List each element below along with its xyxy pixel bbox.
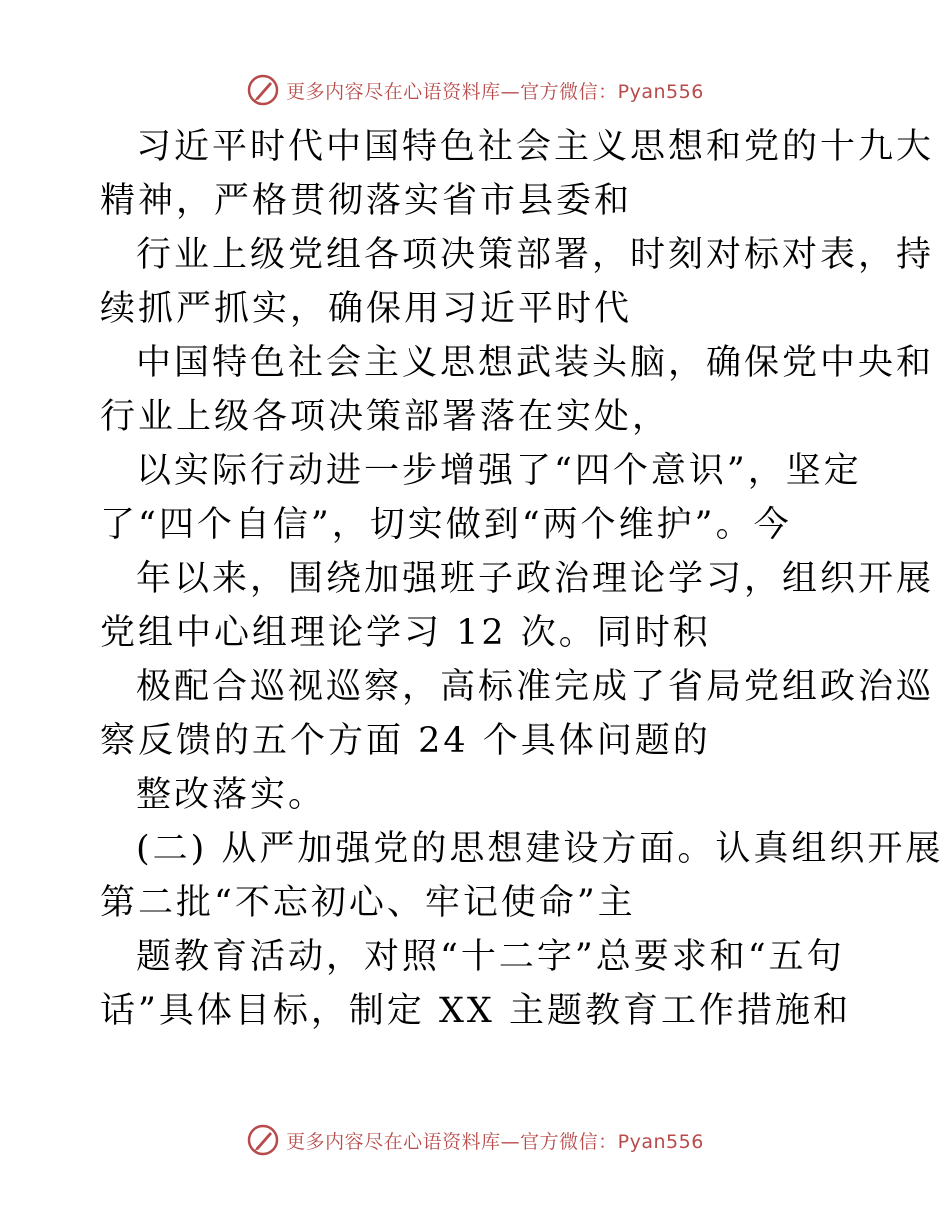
text-line: 年以来，围绕加强班子政治理论学习，组织开展 bbox=[136, 559, 935, 599]
text-line: 精神，严格贯彻落实省市县委和 bbox=[100, 181, 633, 221]
text-line: 行业上级党组各项决策部署，时刻对标对表，持 bbox=[136, 235, 935, 275]
text-line: 极配合巡视巡察，高标准完成了省局党组政治巡 bbox=[136, 667, 935, 707]
text-line: 话”具体目标，制定 XX 主题教育工作措施和 bbox=[100, 991, 851, 1031]
text-line: 察反馈的五个方面 24 个具体问题的 bbox=[100, 721, 711, 761]
text-line: 以实际行动进一步增强了“四个意识”，坚定 bbox=[136, 451, 862, 491]
text-line: 中国特色社会主义思想武装头脑，确保党中央和 bbox=[136, 343, 935, 383]
text-line: 续抓严抓实，确保用习近平时代 bbox=[100, 289, 633, 329]
text-line: 党组中心组理论学习 12 次。同时积 bbox=[100, 613, 711, 653]
text-line: 行业上级各项决策部署落在实处， bbox=[100, 397, 671, 437]
header-banner-text: 更多内容尽在心语资料库—官方微信：Pyan556 bbox=[286, 80, 704, 103]
footer-banner-text: 更多内容尽在心语资料库—官方微信：Pyan556 bbox=[286, 1130, 704, 1153]
text-line: (二) 从严加强党的思想建设方面。认真组织开展 bbox=[136, 829, 944, 869]
text-line: 了“四个自信”，切实做到“两个维护”。今 bbox=[100, 505, 792, 545]
document-body bbox=[100, 120, 944, 1038]
footer-banner bbox=[0, 1120, 950, 1160]
text-line: 第二批“不忘初心、牢记使命”主 bbox=[100, 883, 636, 923]
header-banner bbox=[0, 70, 950, 110]
text-line: 整改落实。 bbox=[136, 775, 327, 815]
quill-pen-logo-icon bbox=[246, 73, 280, 107]
text-line: 习近平时代中国特色社会主义思想和党的十九大 bbox=[136, 127, 935, 167]
quill-pen-logo-icon bbox=[246, 1123, 280, 1157]
text-line: 题教育活动，对照“十二字”总要求和“五句 bbox=[136, 937, 845, 977]
